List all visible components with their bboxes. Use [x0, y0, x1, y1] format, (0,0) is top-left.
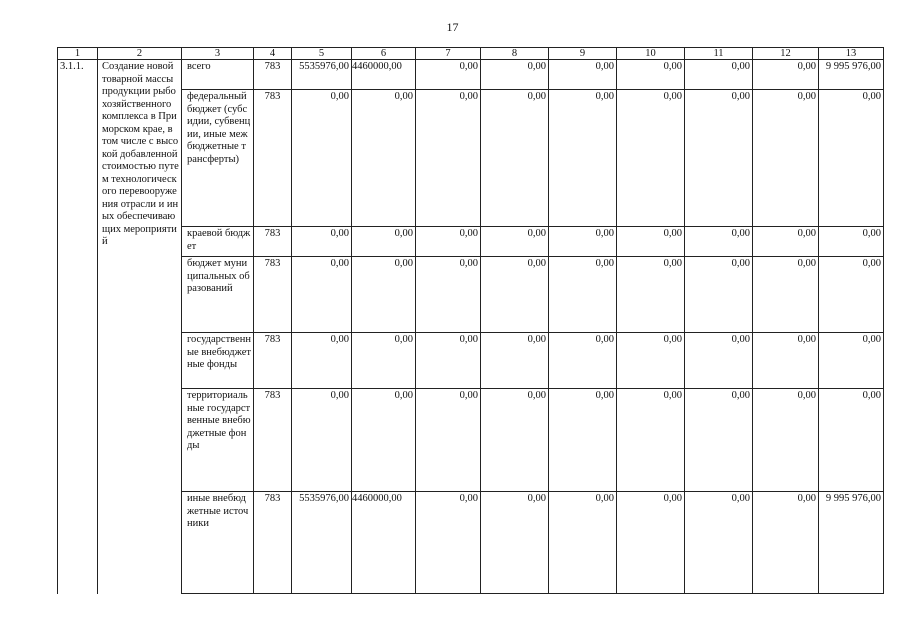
- value-cell: 0,00: [292, 257, 352, 333]
- code-cell: 783: [254, 257, 292, 333]
- table-row: [58, 492, 884, 594]
- table-row: [58, 227, 884, 257]
- table-row: [58, 90, 884, 227]
- value-cell: 0,00: [481, 389, 549, 492]
- value-cell: 9 995 976,00: [819, 492, 884, 594]
- value-cell: 0,00: [753, 389, 819, 492]
- funding-source: иные внебюджетные источники: [182, 492, 254, 594]
- value-cell: 0,00: [753, 257, 819, 333]
- value-cell: 0,00: [549, 227, 617, 257]
- code-cell: 783: [254, 389, 292, 492]
- code-cell: 783: [254, 90, 292, 227]
- value-cell: 0,00: [481, 227, 549, 257]
- value-cell: 0,00: [292, 90, 352, 227]
- value-cell: 0,00: [617, 389, 685, 492]
- value-cell: 5535976,00: [292, 492, 352, 594]
- value-cell: 0,00: [416, 492, 481, 594]
- value-cell: 0,00: [352, 90, 416, 227]
- value-cell: 0,00: [685, 90, 753, 227]
- value-cell: 0,00: [685, 257, 753, 333]
- column-header: 5: [292, 48, 352, 60]
- value-cell: 0,00: [819, 90, 884, 227]
- funding-source: государственные внебюджетные фонды: [182, 333, 254, 389]
- value-cell: 0,00: [416, 389, 481, 492]
- column-header: 4: [254, 48, 292, 60]
- value-cell: 4460000,00: [352, 492, 416, 594]
- column-header: 1: [58, 48, 98, 60]
- funding-source: территориальные государственные внебюджетные фонды: [182, 389, 254, 492]
- table-row: [58, 333, 884, 389]
- value-cell: 0,00: [416, 60, 481, 90]
- row-id: 3.1.1.: [58, 60, 98, 594]
- column-header: 2: [98, 48, 182, 60]
- value-cell: 0,00: [292, 389, 352, 492]
- column-header: 7: [416, 48, 481, 60]
- value-cell: 0,00: [617, 333, 685, 389]
- value-cell: 0,00: [549, 492, 617, 594]
- value-cell: 0,00: [753, 90, 819, 227]
- value-cell: 0,00: [292, 333, 352, 389]
- value-cell: 0,00: [352, 227, 416, 257]
- value-cell: 0,00: [753, 492, 819, 594]
- value-cell: 0,00: [819, 333, 884, 389]
- column-header: 11: [685, 48, 753, 60]
- value-cell: 0,00: [549, 389, 617, 492]
- value-cell: 0,00: [685, 227, 753, 257]
- value-cell: 0,00: [352, 389, 416, 492]
- value-cell: 0,00: [685, 333, 753, 389]
- value-cell: 0,00: [819, 227, 884, 257]
- page-number: 17: [446, 20, 459, 34]
- value-cell: 0,00: [416, 333, 481, 389]
- value-cell: 0,00: [416, 227, 481, 257]
- value-cell: 0,00: [753, 227, 819, 257]
- value-cell: 0,00: [753, 333, 819, 389]
- value-cell: 0,00: [481, 60, 549, 90]
- code-cell: 783: [254, 492, 292, 594]
- column-header: 6: [352, 48, 416, 60]
- value-cell: 0,00: [481, 492, 549, 594]
- value-cell: 0,00: [753, 60, 819, 90]
- value-cell: 0,00: [617, 227, 685, 257]
- value-cell: 9 995 976,00: [819, 60, 884, 90]
- table-row: [58, 389, 884, 492]
- value-cell: 0,00: [549, 90, 617, 227]
- funding-source: бюджет муниципальных образований: [182, 257, 254, 333]
- code-cell: 783: [254, 333, 292, 389]
- value-cell: 0,00: [617, 492, 685, 594]
- column-header: 12: [753, 48, 819, 60]
- value-cell: 0,00: [416, 257, 481, 333]
- value-cell: 0,00: [549, 257, 617, 333]
- funding-source: краевой бюджет: [182, 227, 254, 257]
- value-cell: 0,00: [617, 257, 685, 333]
- value-cell: 0,00: [685, 60, 753, 90]
- column-header: 3: [182, 48, 254, 60]
- funding-source: всего: [182, 60, 254, 90]
- column-header: 8: [481, 48, 549, 60]
- value-cell: 0,00: [617, 60, 685, 90]
- value-cell: 0,00: [352, 257, 416, 333]
- value-cell: 0,00: [685, 389, 753, 492]
- code-cell: 783: [254, 60, 292, 90]
- value-cell: 0,00: [549, 333, 617, 389]
- budget-table: [57, 47, 884, 594]
- column-header: 10: [617, 48, 685, 60]
- table-row: [58, 257, 884, 333]
- measure-description: Создание новой товарной массы продукции рыбохозяйственного комплекса в Приморском крае, в том числе с высокой добавленной стоимостью путем технологического перевооружения отрасли и иных обеспечивающих мероприятий: [98, 60, 182, 594]
- column-number-row: [58, 48, 884, 60]
- value-cell: 0,00: [685, 492, 753, 594]
- funding-source: федеральный бюджет (субсидии, субвенции, иные межбюджетные трансферты): [182, 90, 254, 227]
- value-cell: 0,00: [549, 60, 617, 90]
- code-cell: 783: [254, 227, 292, 257]
- value-cell: 0,00: [352, 333, 416, 389]
- value-cell: 0,00: [481, 333, 549, 389]
- value-cell: 0,00: [481, 90, 549, 227]
- value-cell: 5535976,00: [292, 60, 352, 90]
- table-row: [58, 60, 884, 90]
- value-cell: 0,00: [617, 90, 685, 227]
- value-cell: 0,00: [819, 257, 884, 333]
- value-cell: 0,00: [292, 227, 352, 257]
- column-header: 13: [819, 48, 884, 60]
- column-header: 9: [549, 48, 617, 60]
- value-cell: 0,00: [819, 389, 884, 492]
- value-cell: 0,00: [416, 90, 481, 227]
- value-cell: 0,00: [481, 257, 549, 333]
- value-cell: 4460000,00: [352, 60, 416, 90]
